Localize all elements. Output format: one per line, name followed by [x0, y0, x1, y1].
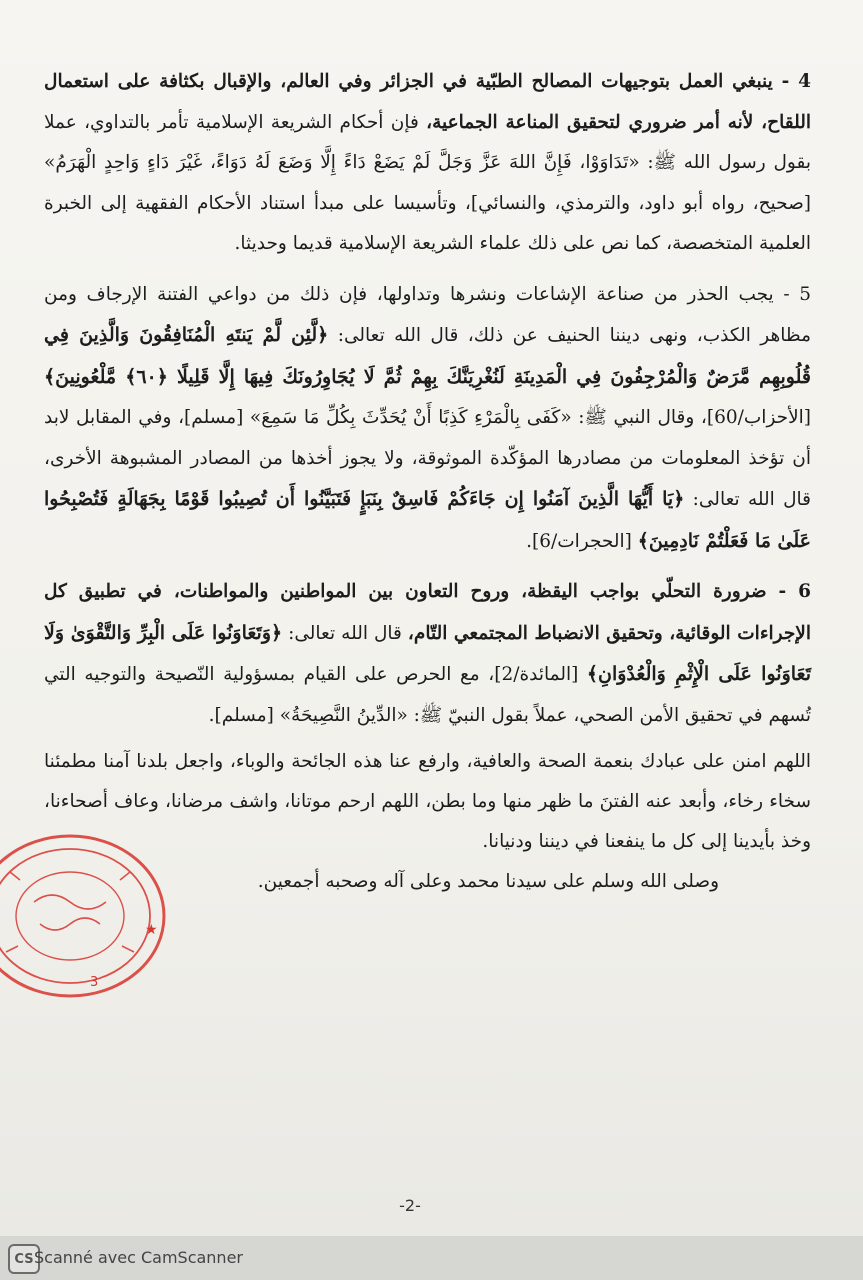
paragraph-5-intro: 5 - يجب الحذر من صناعة الإشاعات ونشرها وتداولها، فإن ذلك من دواعي الفتنة الإرجاف ومن مظاهر الكذب، ونهى ديننا الحنيف عن ذلك، قال الله تعالى:: [44, 283, 811, 346]
paragraph-4: [44, 62, 811, 265]
official-stamp: [0, 832, 170, 1000]
scanner-footer: [0, 1236, 863, 1280]
scanner-watermark-text: Scanné avec CamScanner: [34, 1248, 243, 1267]
paragraph-4-heading: 4 - ينبغي العمل بتوجيهات المصالح الطبّية في الجزائر وفي العالم، والإقبال بكثافة على استعمال اللقاح، لأنه أمر ضروري لتحقيق المناعة الجماعية،: [44, 71, 811, 133]
page-number: -2-: [399, 1196, 421, 1215]
svg-text:★: ★: [145, 922, 158, 938]
closing-prayer: اللهم امنن على عبادك بنعمة الصحة والعافية، وارفع عنا هذه الجائحة والوباء، واجعل بلدنا آمنا مطمئنا سخاء رخاء، وأبعد عنه الفتنَ ما ظهر منها وما بطن، اللهم ارحم موتانا، واشف مرضانا، وعاف أصحاءنا، وخذ بأيدينا إلى كل ما ينفعنا في ديننا ودنيانا.: [44, 751, 811, 852]
paragraph-6-intro: قال الله تعالى:: [282, 622, 408, 644]
paragraph-6-heading: 6 - ضرورة التحلّي بواجب اليقظة، وروح التعاون بين المواطنين والمواطنات، في تطبيق كل الإجراءات الوقائية، وتحقيق الانضباط المجتمعي التّام،: [44, 581, 812, 644]
camscanner-logo-icon: CS: [8, 1244, 40, 1274]
paragraph-5-end: [الحجرات/6].: [526, 530, 638, 552]
document-body: [44, 62, 811, 903]
stamp-number: 3: [90, 975, 99, 990]
quran-verse-ahzab: ﴿لَّئِن لَّمْ يَنتَهِ الْمُنَافِقُونَ وَالَّذِينَ فِي قُلُوبِهِم مَّرَضٌ وَالْمُرْجِفُونَ فِي الْمَدِينَةِ لَنُغْرِيَنَّكَ بِهِمْ ثُمَّ لَا يُجَاوِرُونَكَ فِيهَا إِلَّا قَلِيلًا ﴿٦٠﴾ مَّلْعُونِينَ﴾: [44, 324, 811, 388]
paragraph-5-middle: [الأحزاب/60]، وقال النبي ﷺ: «كَفَى بِالْمَرْءِ كَذِبًا أَنْ يُحَدِّثَ بِكُلِّ مَا سَمِعَ» [مسلم]، وفي المقابل لابد أن تؤخذ المعلومات من مصادرها المؤكّدة الموثوقة، ولا يجوز أخذها من المصادر المشبوهة الأخرى، قال الله تعالى:: [44, 407, 811, 510]
paragraph-6-body: [المائدة/2]، مع الحرص على القيام بمسؤولية النّصيحة والتوجيه التي تُسهم في تحقيق الأمن الصحي، عملاً بقول النبيّ ﷺ: «الدِّينُ النَّصِيحَةُ» [مسلم].: [44, 664, 811, 726]
paragraph-4-body: فإن أحكام الشريعة الإسلامية تأمر بالتداوي، عملا بقول رسول الله ﷺ: «تَدَاوَوْا، فَإِنَّ اللهَ عَزَّ وَجَلَّ لَمْ يَضَعْ دَاءً إِلَّا وَضَعَ لَهُ دَوَاءً، غَيْرَ دَاءٍ وَاحِدٍ الْهَرَمُ» [صحيح، رواه أبو داود، والترمذي، والنسائي]، وتأسيسا على مبدأ استناد الأحكام الفقهية إلى الخبرة العلمية المتخصصة، كما نص على ذلك علماء الشريعة الإسلامية قديما وحديثا.: [44, 111, 811, 254]
closing-salutation: وصلى الله وسلم على سيدنا محمد وعلى آله وصحبه أجمعين.: [257, 871, 719, 892]
paragraph-6: [44, 572, 811, 736]
paragraph-5: [44, 275, 811, 563]
quran-verse-hujurat: ﴿يَا أَيُّهَا الَّذِينَ آمَنُوا إِن جَاءَكُمْ فَاسِقٌ بِنَبَإٍ فَتَبَيَّنُوا أَن تُصِيبُوا قَوْمًا بِجَهَالَةٍ فَتُصْبِحُوا عَلَىٰ مَا فَعَلْتُمْ نَادِمِينَ﴾: [44, 488, 811, 552]
quran-verse-maidah: ﴿وَتَعَاوَنُوا عَلَى الْبِرِّ وَالتَّقْوَىٰ وَلَا تَعَاوَنُوا عَلَى الْإِثْمِ وَالْعُدْوَانِ﴾: [44, 621, 811, 685]
